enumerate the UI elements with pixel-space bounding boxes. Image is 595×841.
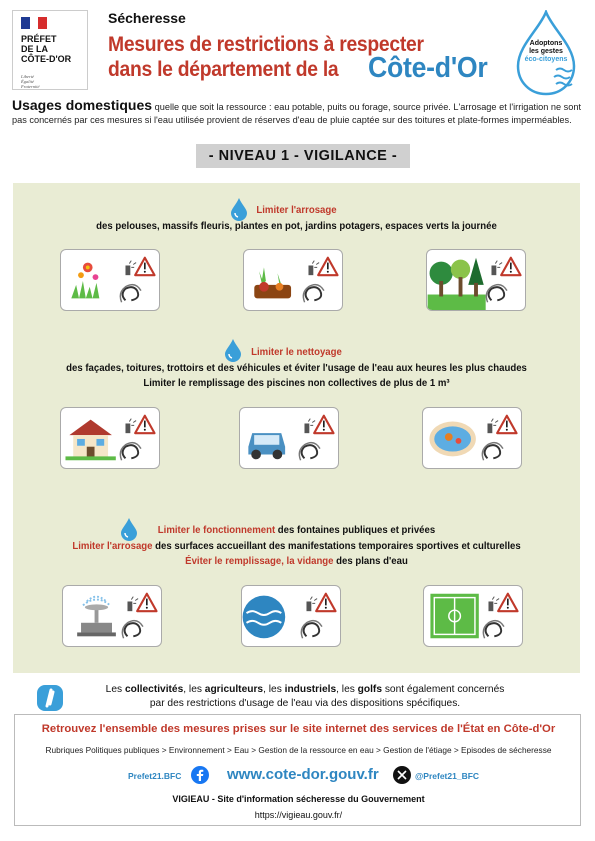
- badge-line: Adoptons: [529, 40, 563, 47]
- flower-garden-icon: [61, 250, 159, 310]
- hose-warning-icon: [122, 594, 156, 639]
- intro-text: quelle que soit la ressource : eau potable, puits ou forage, source privée. L'arrosage et l'irrigation ne sont pas concernés par ces mesures si l'eau utilisée provient de réserves d'eau de pluie captée sur des toitures et plate-formes imperméables.: [12, 102, 582, 125]
- card-sports-field: [423, 585, 523, 647]
- hose-warning-icon: [301, 594, 335, 639]
- bottom-note: Les collectivités, les agriculteurs, les industriels, les golfs sont également concernés par des restrictions d'usage de l'eau via des dispositions spécifiques.: [105, 684, 505, 709]
- hose-warning-icon: [120, 416, 154, 461]
- intro-heading: Usages domestiques: [12, 97, 153, 113]
- x-twitter-icon[interactable]: [393, 766, 411, 784]
- card-trees-green-space: [426, 249, 526, 311]
- footer-box: [14, 714, 581, 826]
- house-facade-icon: [61, 408, 159, 468]
- logo-motto: Liberté Égalité Fraternité: [21, 74, 40, 89]
- badge-line: les gestes: [529, 48, 563, 55]
- car-wash-icon: [240, 408, 338, 468]
- card-flower-garden: [60, 249, 160, 311]
- hose-warning-icon: [299, 416, 333, 461]
- section3-line2: Limiter l'arrosage des surfaces accueillant des manifestations temporaires sportives et culturelles: [72, 541, 521, 552]
- website-link[interactable]: www.cote-dor.gouv.fr: [227, 766, 379, 783]
- french-flag-icon: [21, 17, 47, 29]
- page-title-place: Côte-d'Or: [368, 52, 488, 84]
- level-banner: - NIVEAU 1 - VIGILANCE -: [196, 144, 410, 168]
- swimming-pool-icon: [423, 408, 521, 468]
- hose-warning-icon: [483, 594, 517, 639]
- card-swimming-pool: [422, 407, 522, 469]
- hose-warning-icon: [120, 258, 154, 303]
- twitter-handle[interactable]: @Prefet21_BFC: [415, 771, 480, 781]
- section2-line2: des façades, toitures, trottoirs et des véhicules et éviter l'usage de l'eau aux heures les plus chaudes: [66, 363, 527, 374]
- info-icon: [36, 684, 64, 712]
- water-body-icon: [242, 586, 340, 646]
- kicker-label: Sécheresse: [108, 10, 186, 26]
- fountain-icon: [63, 586, 161, 646]
- page-title-line2: dans le département de la: [108, 58, 339, 81]
- intro-paragraph: [12, 99, 584, 126]
- card-fountain: [62, 585, 162, 647]
- section1-line1: Limiter l'arrosage: [256, 205, 337, 216]
- measures-panel: [13, 183, 580, 673]
- card-water-body: [241, 585, 341, 647]
- facebook-icon[interactable]: [191, 766, 209, 784]
- sports-field-icon: [424, 586, 522, 646]
- vigieau-label: VIGIEAU - Site d'information sécheresse du Gouvernement: [172, 794, 425, 804]
- section2-line3: Limiter le remplissage des piscines non collectives de plus de 1 m³: [143, 378, 450, 389]
- logo-line: DE LA: [21, 44, 48, 54]
- section3-line3: Éviter le remplissage, la vidange des plans d'eau: [185, 556, 408, 567]
- logo-line: CÔTE-D'OR: [21, 54, 72, 64]
- logo-line: PRÉFET: [21, 34, 57, 44]
- hose-warning-icon: [303, 258, 337, 303]
- footer-breadcrumb: Rubriques Politiques publiques > Environnement > Eau > Gestion de la ressource en eau > Gestion de l'étiage > Episodes de sécheresse: [45, 745, 552, 755]
- section1-line2: des pelouses, massifs fleuris, plantes en pot, jardins potagers, espaces verts la journée: [96, 221, 497, 232]
- vigieau-link[interactable]: https://vigieau.gouv.fr/: [254, 810, 343, 820]
- section3-line1: Limiter le fonctionnement des fontaines publiques et privées: [157, 525, 436, 536]
- page-title-line1: Mesures de restrictions à respecter: [108, 33, 424, 56]
- hose-warning-icon: [486, 258, 520, 303]
- badge-line: éco-citoyens: [524, 56, 568, 63]
- section2-line1: Limiter le nettoyage: [251, 347, 342, 358]
- eco-citizen-badge: [510, 10, 582, 96]
- card-car-wash: [239, 407, 339, 469]
- footer-title: Retrouvez l'ensemble des mesures prises sur le site internet des services de l'État en Côte-d'Or: [41, 723, 556, 735]
- prefet-logo: [12, 10, 88, 90]
- facebook-handle[interactable]: Prefet21.BFC: [128, 771, 182, 781]
- card-house-facade: [60, 407, 160, 469]
- trees-green-space-icon: [427, 250, 525, 310]
- vegetable-garden-icon: [244, 250, 342, 310]
- hose-warning-icon: [482, 416, 516, 461]
- card-vegetable-garden: [243, 249, 343, 311]
